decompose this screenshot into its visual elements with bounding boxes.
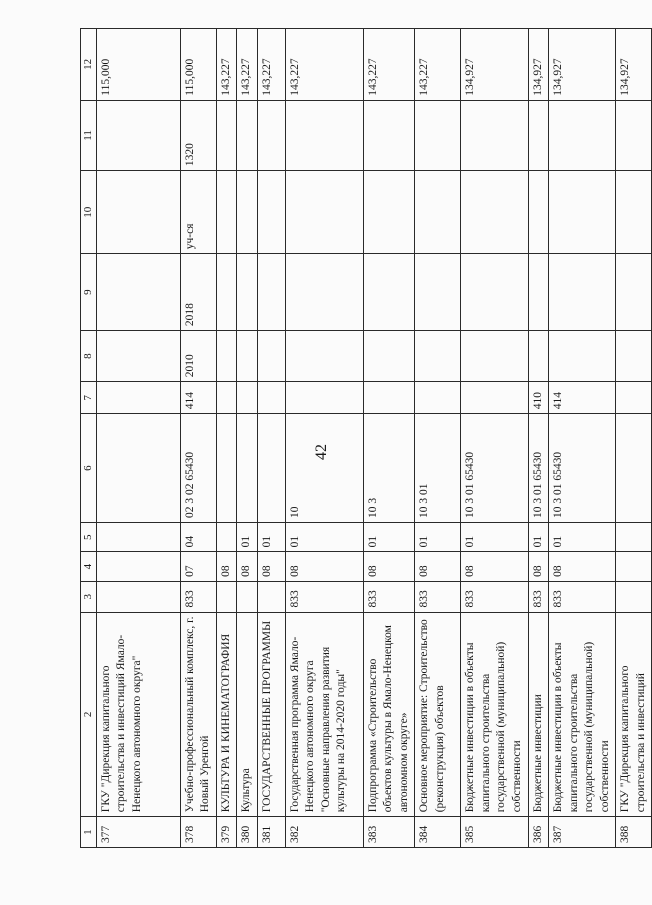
column-number-6: 6 xyxy=(81,414,97,523)
cell-col-4: 08 xyxy=(528,552,549,581)
table-row xyxy=(237,29,258,848)
cell-col-6 xyxy=(96,414,180,523)
cell-col-10 xyxy=(549,171,616,254)
cell-col-5 xyxy=(216,523,237,552)
cell-col-11 xyxy=(528,100,549,170)
column-number-12: 12 xyxy=(81,29,97,101)
cell-col-9 xyxy=(415,254,461,331)
cell-col-1: 378 xyxy=(180,817,216,848)
table-row xyxy=(363,29,415,848)
cell-col-1: 382 xyxy=(285,817,363,848)
cell-col-4: 08 xyxy=(237,552,258,581)
cell-col-3: 833 xyxy=(363,581,415,612)
cell-col-2: КУЛЬТУРА И КИНЕМАТОГРАФИЯ xyxy=(216,612,237,817)
cell-col-10 xyxy=(257,171,285,254)
cell-col-11: 1320 xyxy=(180,100,216,170)
cell-col-10 xyxy=(237,171,258,254)
cell-col-8 xyxy=(257,331,285,382)
column-number-2: 2 xyxy=(81,612,97,817)
cell-col-11 xyxy=(285,100,363,170)
cell-col-8 xyxy=(616,331,652,382)
column-number-1: 1 xyxy=(81,817,97,848)
cell-col-6: 10 3 01 65430 xyxy=(528,414,549,523)
cell-col-4: 08 xyxy=(216,552,237,581)
cell-col-6: 10 xyxy=(285,414,363,523)
cell-col-9 xyxy=(237,254,258,331)
cell-col-8 xyxy=(285,331,363,382)
cell-col-9 xyxy=(257,254,285,331)
cell-col-12: 143,227 xyxy=(216,29,237,101)
cell-col-4: 08 xyxy=(415,552,461,581)
cell-col-7 xyxy=(285,382,363,414)
cell-col-2: Основное мероприятие: Строительство (реконструкция) объектов xyxy=(415,612,461,817)
cell-col-5 xyxy=(616,523,652,552)
budget-table-container xyxy=(80,28,647,848)
cell-col-3: 833 xyxy=(415,581,461,612)
cell-col-10 xyxy=(96,171,180,254)
cell-col-12: 134,927 xyxy=(549,29,616,101)
cell-col-9 xyxy=(461,254,528,331)
cell-col-1: 384 xyxy=(415,817,461,848)
cell-col-12: 143,227 xyxy=(257,29,285,101)
cell-col-5 xyxy=(96,523,180,552)
cell-col-5: 01 xyxy=(461,523,528,552)
cell-col-4 xyxy=(616,552,652,581)
cell-col-3 xyxy=(616,581,652,612)
column-number-4: 4 xyxy=(81,552,97,581)
cell-col-2: Бюджетные инвестиции в объекты капитального строительства государственной (муниципальной) собственности xyxy=(461,612,528,817)
cell-col-2: Подпрограмма «Строительство объектов культуры в Ямало-Ненецком автономном округе» xyxy=(363,612,415,817)
cell-col-1: 388 xyxy=(616,817,652,848)
cell-col-11 xyxy=(616,100,652,170)
column-number-8: 8 xyxy=(81,331,97,382)
cell-col-3 xyxy=(237,581,258,612)
column-number-3: 3 xyxy=(81,581,97,612)
cell-col-5: 01 xyxy=(549,523,616,552)
cell-col-4: 08 xyxy=(363,552,415,581)
cell-col-1: 379 xyxy=(216,817,237,848)
cell-col-9 xyxy=(96,254,180,331)
cell-col-8 xyxy=(461,331,528,382)
cell-col-1: 377 xyxy=(96,817,180,848)
cell-col-9 xyxy=(285,254,363,331)
cell-col-4: 08 xyxy=(257,552,285,581)
cell-col-12: 143,227 xyxy=(415,29,461,101)
cell-col-7: 414 xyxy=(549,382,616,414)
cell-col-7 xyxy=(616,382,652,414)
cell-col-8 xyxy=(237,331,258,382)
cell-col-5: 01 xyxy=(257,523,285,552)
cell-col-4: 08 xyxy=(549,552,616,581)
table-row xyxy=(257,29,285,848)
cell-col-3 xyxy=(257,581,285,612)
cell-col-6: 10 3 01 65430 xyxy=(549,414,616,523)
cell-col-11 xyxy=(216,100,237,170)
cell-col-11 xyxy=(461,100,528,170)
cell-col-10 xyxy=(528,171,549,254)
cell-col-3: 833 xyxy=(180,581,216,612)
cell-col-7 xyxy=(237,382,258,414)
cell-col-3: 833 xyxy=(285,581,363,612)
cell-col-9 xyxy=(549,254,616,331)
cell-col-5: 04 xyxy=(180,523,216,552)
cell-col-10 xyxy=(216,171,237,254)
cell-col-11 xyxy=(237,100,258,170)
cell-col-2: ГОСУДАРСТВЕННЫЕ ПРОГРАММЫ xyxy=(257,612,285,817)
cell-col-7: 410 xyxy=(528,382,549,414)
table-row xyxy=(549,29,616,848)
cell-col-12: 143,227 xyxy=(237,29,258,101)
cell-col-4: 08 xyxy=(461,552,528,581)
budget-table xyxy=(80,28,652,848)
cell-col-1: 383 xyxy=(363,817,415,848)
cell-col-9 xyxy=(616,254,652,331)
table-row xyxy=(285,29,363,848)
table-row xyxy=(528,29,549,848)
cell-col-3: 833 xyxy=(549,581,616,612)
cell-col-8 xyxy=(549,331,616,382)
cell-col-11 xyxy=(363,100,415,170)
cell-col-7 xyxy=(96,382,180,414)
cell-col-6 xyxy=(237,414,258,523)
cell-col-1: 387 xyxy=(549,817,616,848)
column-number-9: 9 xyxy=(81,254,97,331)
cell-col-8 xyxy=(363,331,415,382)
cell-col-10 xyxy=(285,171,363,254)
cell-col-6: 02 3 02 65430 xyxy=(180,414,216,523)
cell-col-2: ГКУ "Дирекция капитального строительства и инвестиций Ямало-Ненецкого автономного округа" xyxy=(96,612,180,817)
cell-col-8 xyxy=(415,331,461,382)
cell-col-5: 01 xyxy=(237,523,258,552)
cell-col-6: 10 3 01 65430 xyxy=(461,414,528,523)
cell-col-6 xyxy=(616,414,652,523)
cell-col-2: Культура xyxy=(237,612,258,817)
table-row xyxy=(461,29,528,848)
cell-col-1: 380 xyxy=(237,817,258,848)
cell-col-9 xyxy=(528,254,549,331)
column-number-11: 11 xyxy=(81,100,97,170)
cell-col-12: 134,927 xyxy=(528,29,549,101)
cell-col-1: 386 xyxy=(528,817,549,848)
cell-col-4: 08 xyxy=(285,552,363,581)
table-row xyxy=(96,29,180,848)
cell-col-11 xyxy=(257,100,285,170)
cell-col-11 xyxy=(96,100,180,170)
cell-col-2: Бюджетные инвестиции в объекты капитального строительства государственной (муниципальной) собственности xyxy=(549,612,616,817)
cell-col-3 xyxy=(216,581,237,612)
cell-col-7 xyxy=(257,382,285,414)
cell-col-10 xyxy=(415,171,461,254)
cell-col-2: ГКУ "Дирекция капитального строительства и инвестиций xyxy=(616,612,652,817)
column-number-10: 10 xyxy=(81,171,97,254)
cell-col-12: 143,227 xyxy=(285,29,363,101)
cell-col-3: 833 xyxy=(528,581,549,612)
cell-col-4 xyxy=(96,552,180,581)
cell-col-10 xyxy=(363,171,415,254)
column-number-row xyxy=(81,29,97,848)
cell-col-3: 833 xyxy=(461,581,528,612)
page-number: 42 xyxy=(313,444,330,460)
table-row xyxy=(616,29,652,848)
cell-col-7: 414 xyxy=(180,382,216,414)
table-row xyxy=(216,29,237,848)
cell-col-10 xyxy=(461,171,528,254)
column-number-5: 5 xyxy=(81,523,97,552)
cell-col-8 xyxy=(528,331,549,382)
cell-col-8: 2010 xyxy=(180,331,216,382)
cell-col-12: 134,927 xyxy=(461,29,528,101)
column-number-7: 7 xyxy=(81,382,97,414)
cell-col-6: 10 3 xyxy=(363,414,415,523)
cell-col-7 xyxy=(363,382,415,414)
cell-col-12: 134,927 xyxy=(616,29,652,101)
cell-col-3 xyxy=(96,581,180,612)
cell-col-2: Учебно-профессиональный комплекс, г. Новый Уренгой xyxy=(180,612,216,817)
cell-col-11 xyxy=(549,100,616,170)
cell-col-8 xyxy=(216,331,237,382)
cell-col-8 xyxy=(96,331,180,382)
cell-col-5: 01 xyxy=(285,523,363,552)
cell-col-11 xyxy=(415,100,461,170)
cell-col-9: 2018 xyxy=(180,254,216,331)
cell-col-12: 115,000 xyxy=(96,29,180,101)
cell-col-6: 10 3 01 xyxy=(415,414,461,523)
cell-col-5: 01 xyxy=(415,523,461,552)
table-row xyxy=(180,29,216,848)
cell-col-1: 381 xyxy=(257,817,285,848)
cell-col-2: Государственная программа Ямало-Ненецкого автономного округа "Основные направления развития культуры на 2014-2020 годы" xyxy=(285,612,363,817)
cell-col-9 xyxy=(363,254,415,331)
cell-col-7 xyxy=(216,382,237,414)
cell-col-6 xyxy=(216,414,237,523)
cell-col-1: 385 xyxy=(461,817,528,848)
cell-col-9 xyxy=(216,254,237,331)
table-row xyxy=(415,29,461,848)
cell-col-12: 143,227 xyxy=(363,29,415,101)
cell-col-6 xyxy=(257,414,285,523)
cell-col-2: Бюджетные инвестиции xyxy=(528,612,549,817)
cell-col-12: 115,000 xyxy=(180,29,216,101)
cell-col-5: 01 xyxy=(363,523,415,552)
cell-col-7 xyxy=(461,382,528,414)
cell-col-7 xyxy=(415,382,461,414)
cell-col-5: 01 xyxy=(528,523,549,552)
cell-col-10: уч-ся xyxy=(180,171,216,254)
cell-col-10 xyxy=(616,171,652,254)
cell-col-4: 07 xyxy=(180,552,216,581)
